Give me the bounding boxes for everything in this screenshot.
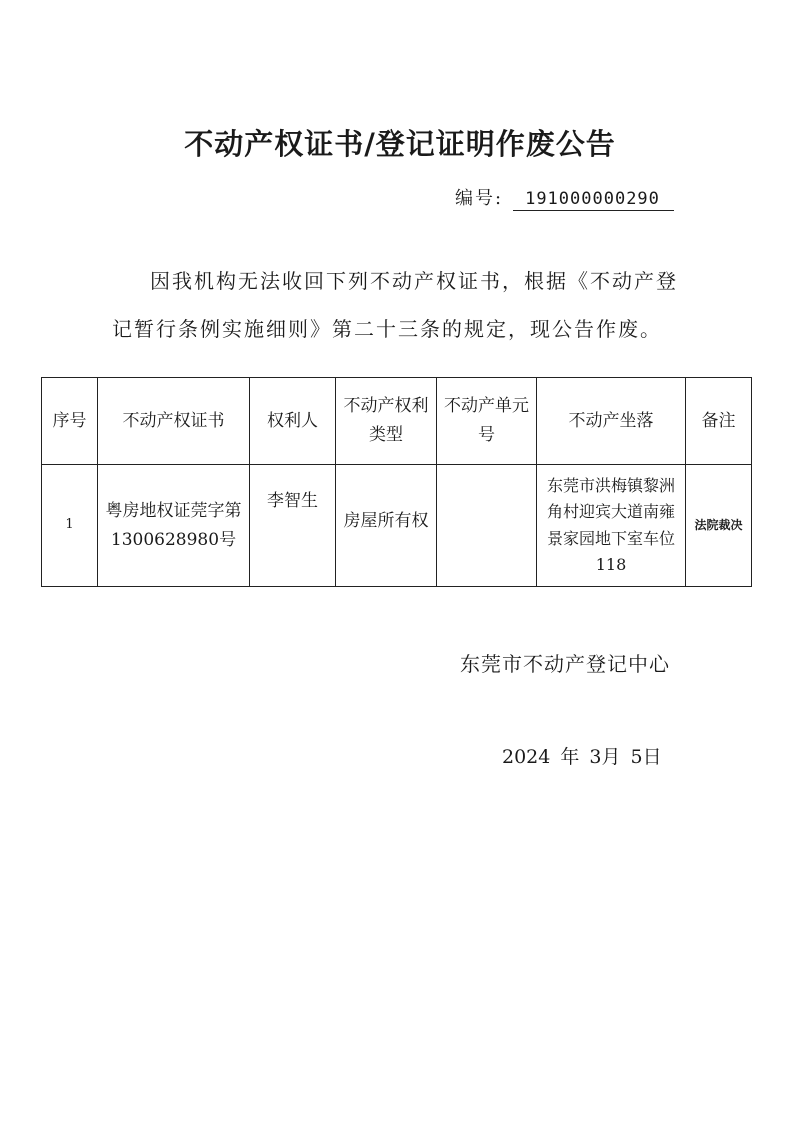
document-number-label: 编号: <box>455 188 504 209</box>
header-right-type-line-2: 类型 <box>369 425 403 445</box>
cell-note: 法院裁决 <box>686 465 752 587</box>
header-unit-number-line-1: 不动产单元 <box>444 396 529 417</box>
void-certificate-table <box>41 377 752 587</box>
issuer-name: 东莞市不动产登记中心 <box>460 652 670 676</box>
notice-text-line-1: 因我机构无法收回下列不动产权证书，根据《不动产登 <box>150 269 678 293</box>
cell-location-line-4: 118 <box>595 554 627 574</box>
table-header-row <box>42 378 752 465</box>
cell-index: 1 <box>42 465 98 587</box>
header-holder: 权利人 <box>250 378 336 465</box>
header-right-type <box>336 378 437 465</box>
cell-right-type: 房屋所有权 <box>336 465 437 587</box>
cell-location <box>537 465 686 587</box>
cell-location-line-3: 景家园地下室车位 <box>546 528 675 548</box>
cell-holder: 李智生 <box>250 465 336 587</box>
notice-text-line-2: 记暂行条例实施细则》第二十三条的规定，现公告作废。 <box>112 317 662 341</box>
page-title: 不动产权证书/登记证明作废公告 <box>184 127 616 161</box>
header-location: 不动产坐落 <box>537 378 686 465</box>
header-index: 序号 <box>42 378 98 465</box>
header-unit-number <box>437 378 537 465</box>
document-number <box>455 184 674 211</box>
header-right-type-line-1: 不动产权利 <box>343 396 429 417</box>
cell-location-line-2: 角村迎宾大道南雍 <box>546 502 675 522</box>
cell-location-line-1: 东莞市洪梅镇黎洲 <box>546 475 675 495</box>
document-number-value: 191000000290 <box>513 189 674 211</box>
cell-certificate <box>98 465 250 587</box>
header-unit-number-line-2: 号 <box>478 425 495 445</box>
header-certificate: 不动产权证书 <box>98 378 250 465</box>
cell-unit-number <box>437 465 537 587</box>
header-note: 备注 <box>686 378 752 465</box>
table-row <box>42 465 752 587</box>
issue-date: 2024 年 3月 5日 <box>502 746 662 768</box>
cell-certificate-line-1: 粤房地权证莞字第 <box>105 500 242 521</box>
cell-certificate-line-2: 1300628980号 <box>110 529 237 550</box>
